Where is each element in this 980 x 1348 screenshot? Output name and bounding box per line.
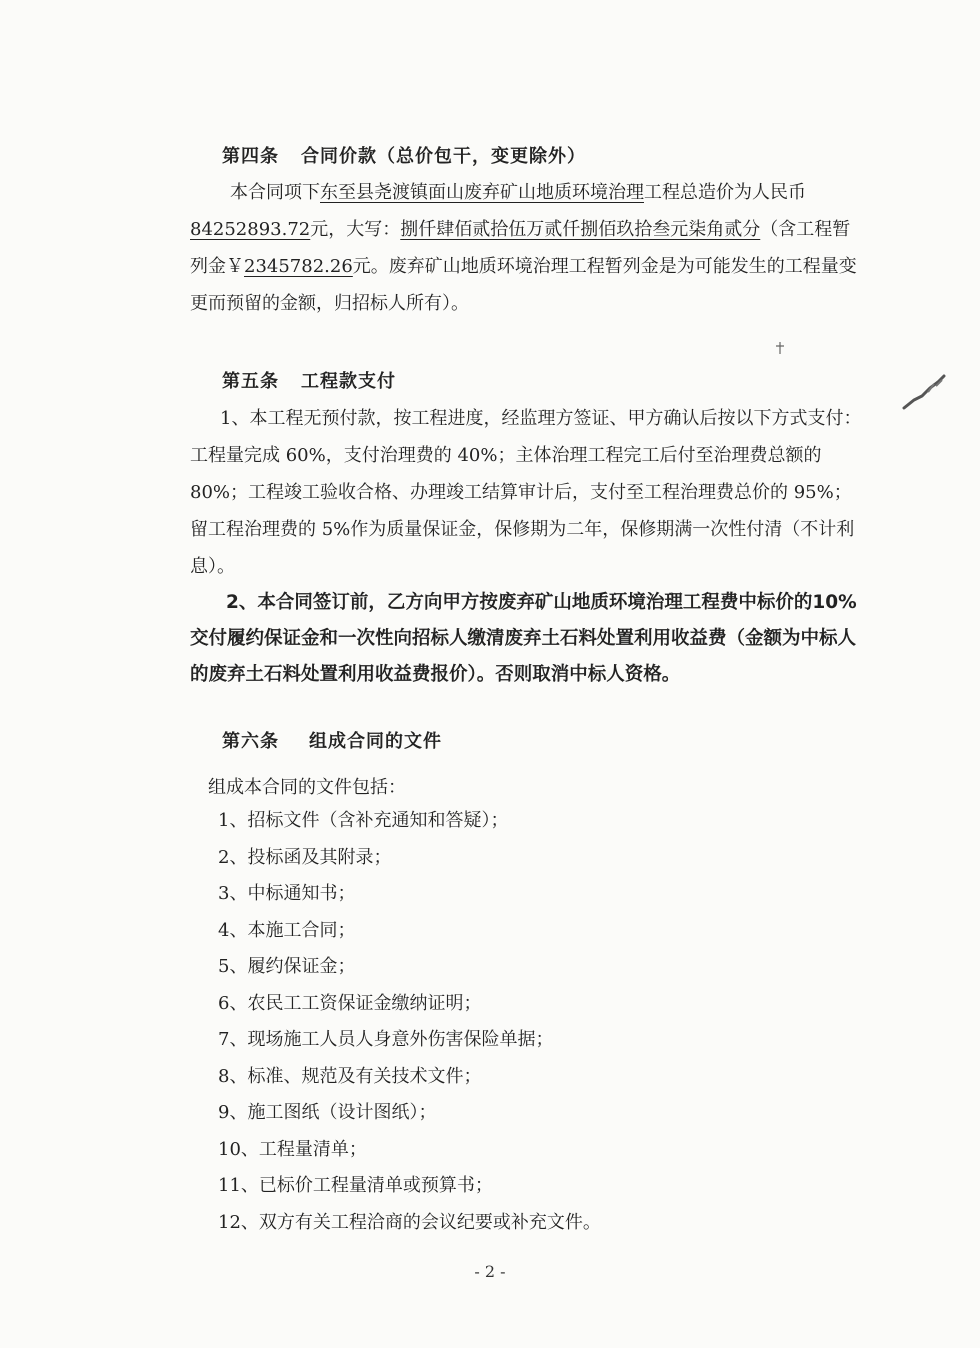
article4-text-a: 本合同项下 [230,182,320,203]
scan-speck-icon [772,340,788,356]
list-item: 9、施工图纸（设计图纸）； [218,1102,437,1123]
provisional-sum: 2345782.26 [244,256,353,277]
article4-text-b: 工程总造价为人民币 [644,182,806,203]
article5-number: 第五条 [222,371,279,392]
list-item: 3、中标通知书； [218,883,356,904]
list-item: 1、招标文件（含补充通知和答疑）； [218,810,509,831]
scan-smudge-icon [900,370,950,415]
list-item: 6、农民工工资保证金缴纳证明； [218,992,482,1014]
article4-number: 第四条 [222,146,279,167]
page-number: - 2 - [474,1262,506,1281]
list-item: 8、标准、规范及有关技术文件； [218,1065,482,1087]
list-item: 4、本施工合同； [218,919,356,941]
article4-title: 合同价款（总价包干，变更除外） [301,146,586,167]
article4-text-e: 元。废弃矿山地质环境治理工程暂列金是为可能发生的工程量变更而预留的金额，归招标人所有）。 [190,256,857,314]
article4-text-d: （含工程暂列金￥ [190,219,851,277]
article4-heading [222,142,586,168]
article6-number: 第六条 [222,731,279,752]
article5-paragraph-2 [190,585,862,693]
list-item: 2、投标函及其附录； [218,846,392,868]
project-name: 东至县尧渡镇面山废弃矿山地质环境治理 [320,182,644,203]
list-item: 12、双方有关工程洽商的会议纪要或补充文件。 [218,1211,601,1233]
article4-paragraph [190,174,862,322]
article4-text-c: 元，大写： [310,219,401,240]
list-item: 7、现场施工人员人身意外伤害保险单据； [218,1029,554,1050]
article5-paragraph-1 [190,400,862,585]
list-item: 5、履约保证金； [218,956,356,977]
amount-in-words: 捌仟肆佰贰拾伍万贰仟捌佰玖拾叁元柒角贰分 [400,219,761,240]
article5-p2: 2、本合同签订前，乙方向甲方按废弃矿山地质环境治理工程费中标价的10%交付履约保证金和一次性向招标人缴清废弃土石料处置利用收益费（金额为中标人的废弃土石料处置利用收益费报价）。否则取消中标人资格。 [190,592,857,685]
article5-p1: 1、本工程无预付款，按工程进度，经监理方签证、甲方确认后按以下方式支付：工程量完成 60%，支付治理费的 40%；主体治理工程完工后付至治理费总额的 80%；工程竣工验收合格、办理竣工结算审计后，支付至工程治理费总价的 95%；留工程治理费的 5%作为质量保证金，保修期为二年，保修期满一次性付清（不计利息）。 [190,408,862,577]
article6-intro: 组成本合同的文件包括： [208,777,406,798]
list-item: 11、已标价工程量清单或预算书； [218,1175,493,1196]
article6-title: 组成合同的文件 [309,731,442,752]
article5-title: 工程款支付 [301,371,396,392]
article5-heading [222,367,396,393]
article6-heading [222,727,442,753]
total-amount: 84252893.72 [190,219,311,240]
contract-documents-list [218,803,601,1241]
list-item: 10、工程量清单； [218,1138,367,1160]
